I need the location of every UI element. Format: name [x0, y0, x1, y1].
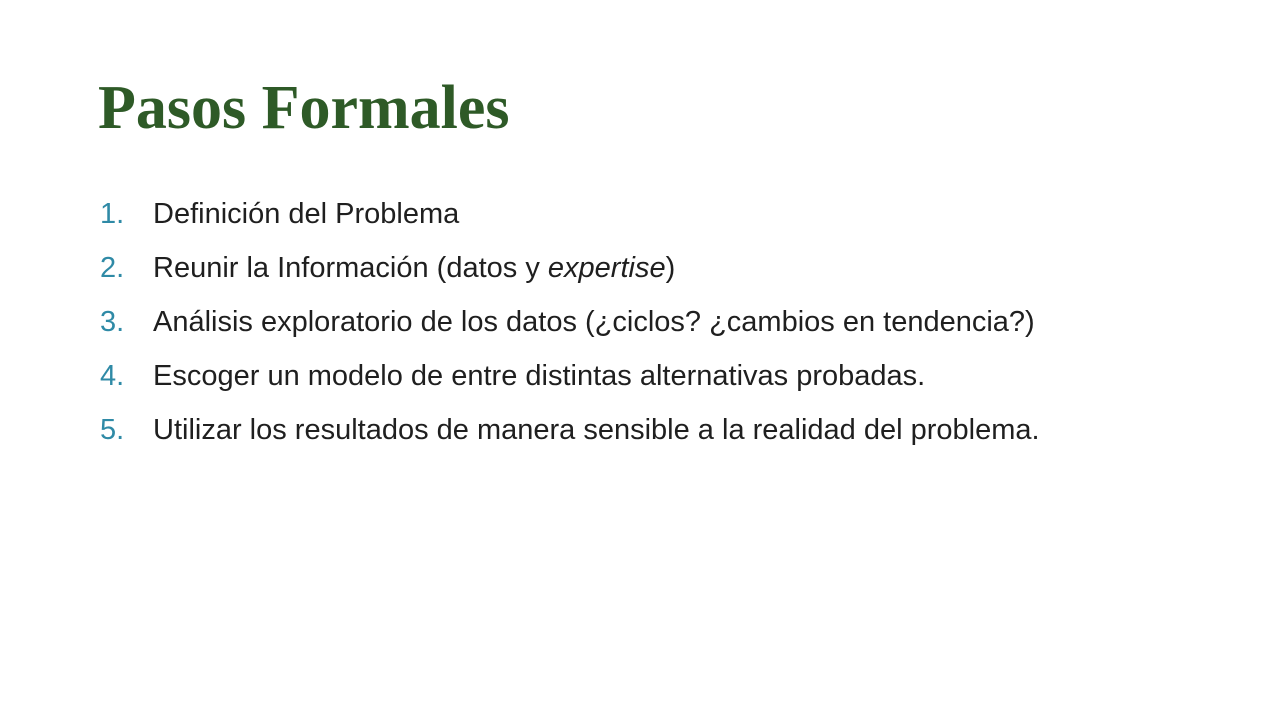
list-item-number: 1. [100, 198, 125, 230]
list-item-text-italic: expertise [547, 252, 666, 284]
steps-list [100, 194, 1200, 464]
list-item-text [153, 248, 1200, 289]
list-item-number: 2. [100, 252, 125, 284]
slide-title: Pasos Formales [98, 74, 510, 142]
list-item-number: 3. [100, 306, 125, 338]
list-item [100, 410, 1200, 451]
list-item-text-start: Reunir la Información (datos y [153, 252, 548, 284]
list-item-text-end: ) [665, 252, 676, 284]
list-item-text: Definición del Problema [153, 198, 460, 230]
list-item [100, 194, 1200, 235]
list-item [100, 356, 1200, 397]
list-item-text: Análisis exploratorio de los datos (¿ciclos? ¿cambios en tendencia?) [153, 306, 1035, 338]
list-item-text: Utilizar los resultados de manera sensible a la realidad del problema. [153, 414, 1040, 446]
list-item-number: 4. [100, 360, 125, 392]
list-item-number: 5. [100, 414, 125, 446]
list-item [100, 248, 1200, 289]
list-item [100, 302, 1200, 343]
list-item-text: Escoger un modelo de entre distintas alternativas probadas. [153, 360, 926, 392]
